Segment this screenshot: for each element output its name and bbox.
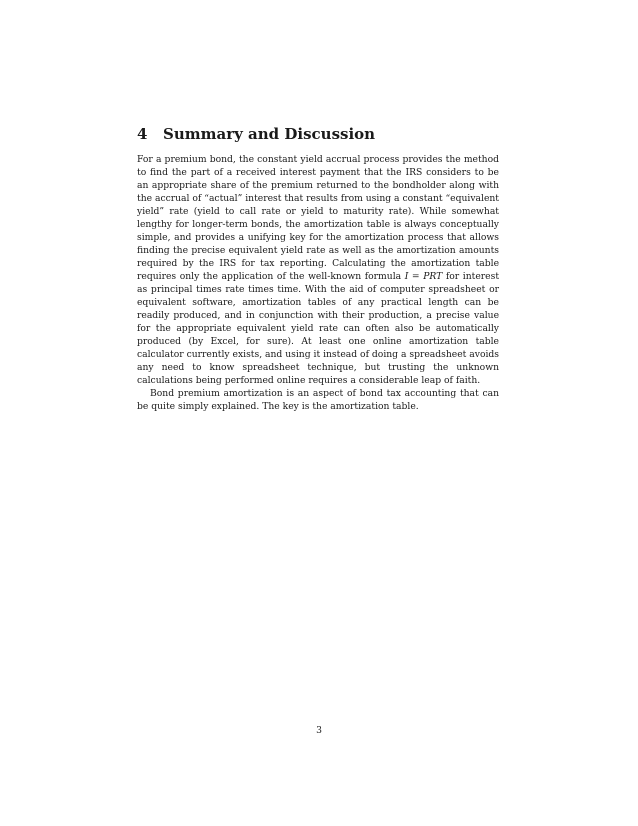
paragraph-1: [137, 153, 499, 387]
section-heading: [137, 124, 517, 144]
paragraph-2: Bond premium amortization is an aspect of bond tax accounting that can be quite simply explained. The key is the amortization table.: [137, 388, 499, 412]
section-title: Summary and Discussion: [163, 125, 376, 143]
paragraph-1-text-a: For a premium bond, the constant yield accrual process provides the method to find the part of a received interest payment that the IRS considers to be an appropriate share of the premium returned to the bondholder along with the accrual of “actual” interest that results from using a constant “equivalent yield” rate (yield to call rate or yield to maturity rate). While somewhat lengthy for longer-term bonds, the amortization table is always conceptually simple, and provides a unifying key for the amortization process that allows finding the precise equivalent yield rate as well as the amortization amounts required by the IRS for tax reporting. Calculating the amortization table requires only the application of the well-known formula: [137, 154, 499, 282]
section-body: [137, 153, 499, 413]
section-number: 4: [137, 125, 148, 143]
paragraph-1-text-b: for interest as principal times rate times time. With the aid of computer spreadsheet or equivalent software, amortization tables of any practical length can be readily produced, and in conjunction with their production, a precise value for the appropriate equivalent yield rate can often also be automatically produced (by Excel, for sure). At least one online amortization table calculator currently exists, and using it instead of doing a spreadsheet avoids any need to know spreadsheet technique, but trusting the unknown calculations being performed online requires a considerable leap of faith.: [137, 271, 500, 386]
interest-formula: I = PRT: [404, 271, 443, 282]
page-number: 3: [316, 725, 322, 736]
